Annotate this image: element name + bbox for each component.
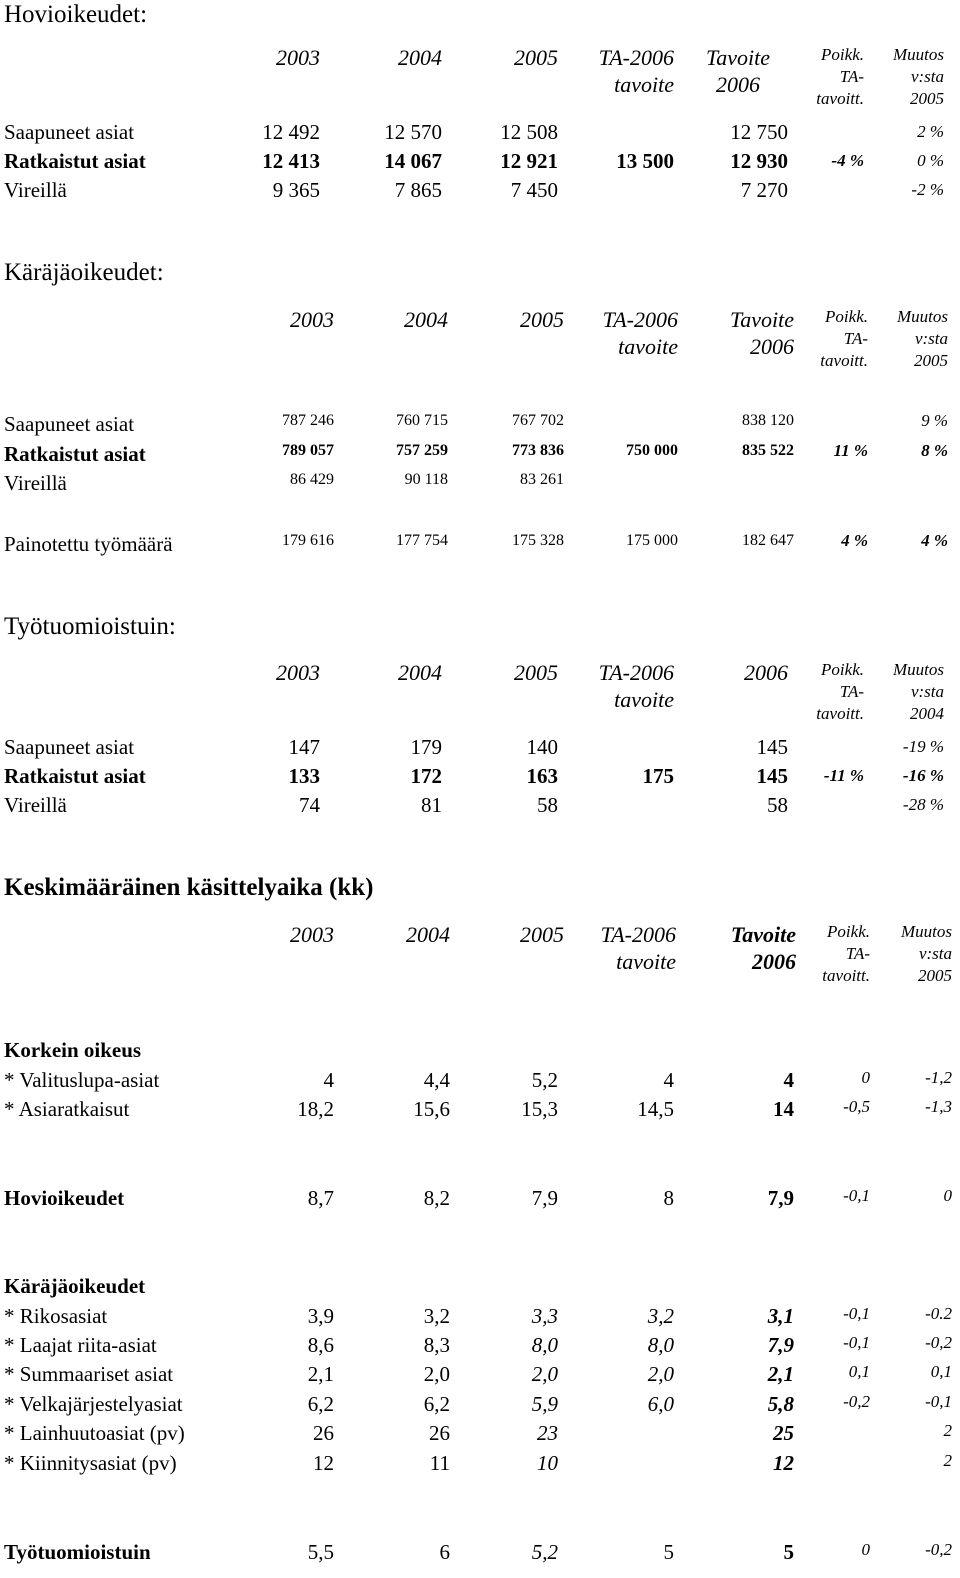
- cell-2006: 58: [767, 793, 788, 817]
- row-label: Ratkaistut asiat: [4, 764, 146, 788]
- header-2006: 2006: [716, 72, 760, 97]
- cell-2006: 145: [756, 764, 788, 788]
- cell-2003: 86 429: [290, 471, 334, 488]
- header-vsta: v:sta: [914, 329, 948, 348]
- row-label: * Rikosasiat: [4, 1304, 108, 1328]
- cell-2005: 8,0: [531, 1333, 558, 1357]
- cell-2005: 767 702: [512, 412, 564, 429]
- cell-2003: 12: [313, 1451, 334, 1475]
- cell-2004: 6,2: [423, 1392, 450, 1416]
- cell-ta2006: 8: [663, 1186, 674, 1210]
- cell-tavoite-2006: 5,8: [767, 1392, 794, 1416]
- cell-2003: 9 365: [272, 178, 320, 202]
- cell-2003: 26: [313, 1421, 334, 1445]
- cell-muutos: -19 %: [902, 737, 944, 756]
- header-ta2006: TA-2006: [600, 922, 676, 947]
- header-muutos: Muutos: [893, 45, 944, 64]
- cell-2005: 7 450: [510, 178, 558, 202]
- cell-2005: 10: [537, 1451, 558, 1475]
- cell-2004: 81: [421, 793, 442, 817]
- header-poikk: Poikk.: [825, 307, 868, 326]
- header-2003: 2003: [276, 45, 320, 70]
- cell-ta2006: 175 000: [626, 532, 678, 549]
- cell-poikk: -0,5: [843, 1097, 870, 1116]
- cell-2003: 6,2: [307, 1392, 334, 1416]
- cell-2004: 4,4: [423, 1068, 450, 1092]
- header-tavoitt: tavoitt.: [816, 89, 864, 108]
- cell-2003: 787 246: [282, 412, 334, 429]
- header-tavoite: tavoite: [616, 949, 676, 974]
- cell-ta2006: 13 500: [616, 149, 674, 173]
- header-poikk: Poikk.: [821, 45, 864, 64]
- header-2006: 2006: [752, 949, 796, 974]
- cell-2005: 2,0: [531, 1362, 558, 1386]
- cell-2005: 83 261: [520, 471, 564, 488]
- cell-muutos: 0,1: [930, 1362, 952, 1381]
- row-label: Saapuneet asiat: [4, 735, 135, 759]
- cell-2003: 133: [288, 764, 320, 788]
- cell-muutos: -0,1: [925, 1392, 952, 1411]
- header-2004: 2004: [406, 922, 450, 947]
- cell-poikk: -0,1: [843, 1186, 870, 1205]
- cell-2005: 773 836: [512, 442, 564, 459]
- header-tavoite: tavoite: [618, 334, 678, 359]
- header-muutos: Muutos: [893, 660, 944, 679]
- cell-2004: 3,2: [423, 1304, 450, 1328]
- cell-tavoite-2006: 7,9: [767, 1186, 794, 1210]
- cell-ta2006: 5: [663, 1540, 674, 1564]
- cell-ta2006: 4: [663, 1068, 674, 1092]
- header-2005: 2005: [514, 45, 558, 70]
- cell-2004: 15,6: [413, 1097, 450, 1121]
- cell-2004: 177 754: [396, 532, 448, 549]
- cell-muutos: -28 %: [902, 795, 944, 814]
- cell-muutos: -0,2: [925, 1540, 952, 1559]
- header-2004: 2004: [404, 307, 448, 332]
- header-muutos-year: 2005: [918, 966, 952, 985]
- header-muutos-year: 2004: [910, 704, 944, 723]
- row-label: * Laajat riita-asiat: [4, 1333, 157, 1357]
- header-2005: 2005: [520, 922, 564, 947]
- header-ta2006: TA-2006: [602, 307, 678, 332]
- header-2006: 2006: [750, 334, 794, 359]
- row-label: Vireillä: [4, 471, 67, 495]
- cell-muutos: -0.2: [925, 1304, 952, 1323]
- cell-muutos: -2 %: [911, 180, 944, 199]
- cell-poikk: -0,1: [843, 1333, 870, 1352]
- cell-poikk: -11 %: [823, 766, 864, 785]
- cell-2003: 2,1: [307, 1362, 334, 1386]
- cell-muutos: 9 %: [921, 411, 948, 430]
- row-label: * Valituslupa-asiat: [4, 1068, 160, 1092]
- header-muutos-year: 2005: [910, 89, 944, 108]
- cell-tavoite-2006: 7 270: [740, 178, 788, 202]
- row-label: Vireillä: [4, 178, 67, 202]
- header-tavoitt: tavoitt.: [816, 704, 864, 723]
- cell-ta2006: 8,0: [647, 1333, 674, 1357]
- cell-ta2006: 2,0: [647, 1362, 674, 1386]
- header-vsta: v:sta: [910, 682, 944, 701]
- cell-tavoite-2006: 12 750: [730, 120, 788, 144]
- row-label: * Velkajärjestelyasiat: [4, 1392, 183, 1416]
- cell-ta2006: 14,5: [637, 1097, 674, 1121]
- cell-2005: 7,9: [531, 1186, 558, 1210]
- row-label: Saapuneet asiat: [4, 120, 135, 144]
- cell-2005: 15,3: [521, 1097, 558, 1121]
- header-tavoite: tavoite: [614, 72, 674, 97]
- cell-ta2006: 175: [642, 764, 674, 788]
- header-ta2006: TA-2006: [598, 660, 674, 685]
- cell-tavoite-2006: 838 120: [742, 412, 794, 429]
- cell-2005: 5,9: [531, 1392, 558, 1416]
- cell-2004: 2,0: [423, 1362, 450, 1386]
- header-muutos: Muutos: [901, 922, 952, 941]
- header-muutos-year: 2005: [914, 351, 948, 370]
- section-title-karajaoikeudet: Käräjäoikeudet:: [4, 259, 164, 286]
- header-ta: TA-: [839, 682, 864, 701]
- header-2003: 2003: [276, 660, 320, 685]
- row-label: Ratkaistut asiat: [4, 442, 146, 466]
- cell-tavoite-2006: 7,9: [767, 1333, 794, 1357]
- cell-poikk: 11 %: [833, 441, 868, 460]
- header-2005: 2005: [514, 660, 558, 685]
- cell-2003: 147: [288, 735, 320, 759]
- row-label-hovioikeudet: Hovioikeudet: [4, 1186, 125, 1210]
- cell-2004: 6: [439, 1540, 450, 1564]
- cell-muutos: 2: [943, 1421, 952, 1440]
- cell-muutos: -0,2: [925, 1333, 952, 1352]
- cell-muutos: 2 %: [917, 122, 944, 141]
- cell-muutos: 2: [943, 1451, 952, 1470]
- cell-2004: 26: [429, 1421, 450, 1445]
- header-tavoite-2006: Tavoite: [730, 307, 794, 332]
- section-title-kasittelyaika: Keskimääräinen käsittelyaika (kk): [4, 874, 374, 901]
- cell-2004: 172: [410, 764, 442, 788]
- cell-2004: 90 118: [404, 471, 448, 488]
- cell-2004: 11: [429, 1451, 450, 1475]
- cell-2005: 175 328: [512, 532, 564, 549]
- header-2003: 2003: [290, 922, 334, 947]
- cell-muutos: 0: [943, 1186, 952, 1205]
- cell-muutos: -16 %: [902, 766, 944, 785]
- cell-2004: 8,2: [423, 1186, 450, 1210]
- cell-poikk: -0,2: [843, 1392, 870, 1411]
- header-ta: TA-: [843, 329, 868, 348]
- header-2006: 2006: [744, 660, 788, 685]
- cell-ta2006: 6,0: [647, 1392, 674, 1416]
- cell-ta2006: 3,2: [647, 1304, 674, 1328]
- row-label: Painotettu työmäärä: [4, 532, 173, 556]
- row-label: Ratkaistut asiat: [4, 149, 146, 173]
- cell-tavoite-2006: 835 522: [742, 442, 794, 459]
- header-vsta: v:sta: [910, 67, 944, 86]
- cell-2006: 145: [756, 735, 788, 759]
- header-ta: TA-: [845, 944, 870, 963]
- cell-2005: 58: [537, 793, 558, 817]
- cell-2005: 12 921: [500, 149, 558, 173]
- cell-2004: 8,3: [423, 1333, 450, 1357]
- row-label: * Asiaratkaisut: [4, 1097, 130, 1121]
- cell-2003: 18,2: [297, 1097, 334, 1121]
- cell-poikk: 0,1: [848, 1362, 870, 1381]
- group-title-korkein-oikeus: Korkein oikeus: [4, 1038, 142, 1062]
- cell-2005: 23: [537, 1421, 558, 1445]
- header-tavoite-2006: Tavoite: [730, 922, 796, 947]
- cell-2005: 163: [526, 764, 558, 788]
- cell-2004: 7 865: [394, 178, 442, 202]
- cell-poikk: 0: [861, 1068, 870, 1087]
- cell-2003: 8,7: [307, 1186, 334, 1210]
- header-tavoite: tavoite: [614, 687, 674, 712]
- cell-tavoite-2006: 4: [783, 1068, 794, 1092]
- cell-2004: 757 259: [396, 442, 448, 459]
- cell-tavoite-2006: 3,1: [767, 1304, 794, 1328]
- cell-poikk: -4 %: [831, 151, 864, 170]
- cell-2003: 12 492: [262, 120, 320, 144]
- header-2004: 2004: [398, 45, 442, 70]
- cell-2005: 3,3: [531, 1304, 558, 1328]
- cell-muutos: -1,3: [925, 1097, 952, 1116]
- row-label: * Summaariset asiat: [4, 1362, 174, 1386]
- header-vsta: v:sta: [918, 944, 952, 963]
- cell-2003: 5,5: [307, 1540, 334, 1564]
- cell-2005: 140: [526, 735, 558, 759]
- header-poikk: Poikk.: [821, 660, 864, 679]
- cell-poikk: -0,1: [843, 1304, 870, 1323]
- header-tavoite-2006: Tavoite: [706, 45, 770, 70]
- header-2003: 2003: [290, 307, 334, 332]
- cell-tavoite-2006: 12: [773, 1451, 794, 1475]
- cell-2005: 12 508: [500, 120, 558, 144]
- header-tavoitt: tavoitt.: [820, 351, 868, 370]
- cell-tavoite-2006: 182 647: [742, 532, 794, 549]
- cell-tavoite-2006: 5: [783, 1540, 794, 1564]
- cell-muutos: -1,2: [925, 1068, 952, 1087]
- cell-tavoite-2006: 14: [773, 1097, 794, 1121]
- header-ta: TA-: [839, 67, 864, 86]
- group-title-karajaoikeudet: Käräjäoikeudet: [4, 1274, 146, 1298]
- cell-muutos: 8 %: [921, 441, 948, 460]
- header-tavoitt: tavoitt.: [822, 966, 870, 985]
- row-label: Saapuneet asiat: [4, 412, 135, 436]
- cell-2003: 179 616: [282, 532, 334, 549]
- cell-tavoite-2006: 2,1: [767, 1362, 794, 1386]
- section-title-tyotuomioistuin: Työtuomioistuin:: [4, 613, 176, 640]
- cell-2003: 4: [323, 1068, 334, 1092]
- cell-tavoite-2006: 12 930: [730, 149, 788, 173]
- cell-2004: 179: [410, 735, 442, 759]
- section-title-hovioikeudet: Hovioikeudet:: [4, 1, 148, 28]
- cell-2005: 5,2: [531, 1540, 558, 1564]
- header-ta2006: TA-2006: [598, 45, 674, 70]
- row-label: * Lainhuutoasiat (pv): [4, 1421, 185, 1445]
- header-2005: 2005: [520, 307, 564, 332]
- row-label-tyotuomioistuin: Työtuomioistuin: [4, 1540, 151, 1564]
- row-label: * Kiinnitysasiat (pv): [4, 1451, 177, 1475]
- cell-2003: 3,9: [307, 1304, 334, 1328]
- cell-muutos: 0 %: [917, 151, 944, 170]
- cell-muutos: 4 %: [921, 531, 948, 550]
- cell-tavoite-2006: 25: [773, 1421, 794, 1445]
- header-2004: 2004: [398, 660, 442, 685]
- cell-2003: 8,6: [307, 1333, 334, 1357]
- cell-2003: 789 057: [282, 442, 334, 459]
- row-label: Vireillä: [4, 793, 67, 817]
- cell-2005: 5,2: [531, 1068, 558, 1092]
- cell-poikk: 0: [861, 1540, 870, 1559]
- cell-2003: 12 413: [262, 149, 320, 173]
- cell-2004: 14 067: [384, 149, 442, 173]
- cell-2003: 74: [299, 793, 320, 817]
- header-muutos: Muutos: [897, 307, 948, 326]
- cell-2004: 12 570: [384, 120, 442, 144]
- header-poikk: Poikk.: [827, 922, 870, 941]
- cell-2004: 760 715: [396, 412, 448, 429]
- cell-ta2006: 750 000: [626, 442, 678, 459]
- cell-poikk: 4 %: [841, 531, 868, 550]
